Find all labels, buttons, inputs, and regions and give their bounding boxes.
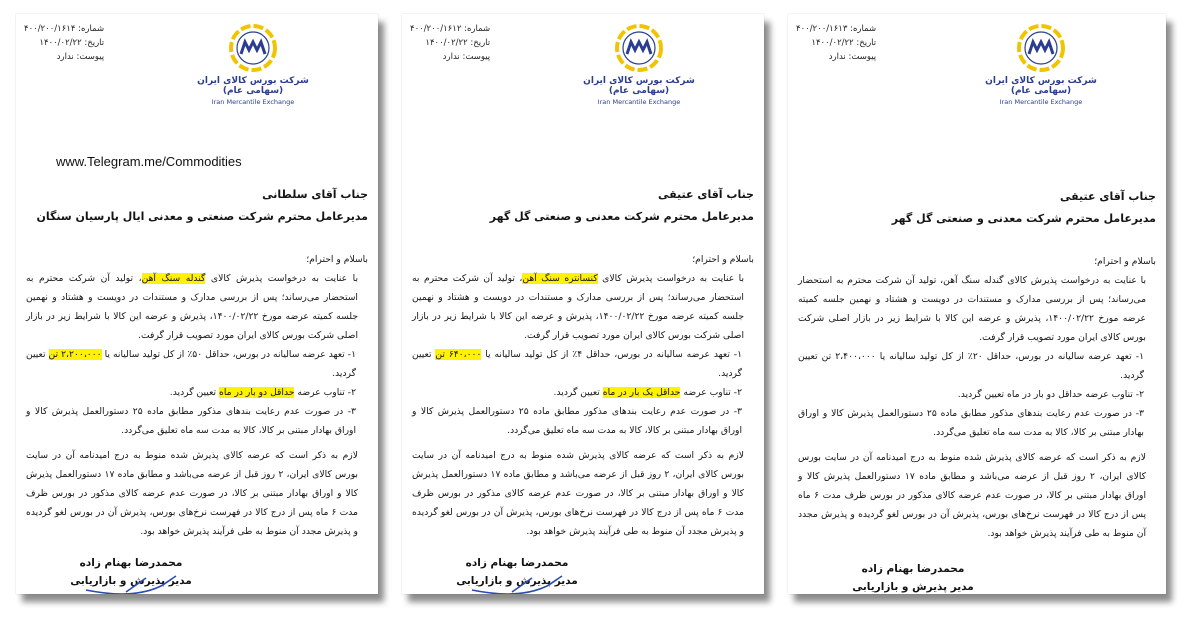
condition-1 (798, 347, 1156, 385)
condition-1-post: تعیین گردید. (798, 351, 1144, 381)
condition-1-post: تعیین گردید. (412, 349, 742, 379)
signer-title: مدیر پذیرش و بازاریابی (70, 575, 192, 587)
letter-number: شماره: ۴۰۰/۲۰۰/۱۶۱۲ (410, 24, 491, 34)
main-paragraph (798, 271, 1156, 347)
ime-logo-icon (227, 22, 279, 74)
condition-1-pre: ۱- تعهد عرضه سالیانه در بورس، حداقل ۲۰٪ از کل تولید سالیانه یا (875, 351, 1144, 362)
frequency-highlight: حداقل دو بار در ماه (219, 387, 295, 398)
org-name-en: Iran Mercantile Exchange (597, 98, 681, 106)
commodity-text: گندله سنگ آهن (943, 275, 1004, 286)
org-name-fa: شرکت بورس کالای ایران (سهامی عام) (583, 76, 695, 96)
condition-2-post: تعیین گردید. (553, 387, 603, 398)
letter-date: تاریخ: ۱۴۰۰/۰۲/۲۲ (39, 38, 105, 48)
letter-meta (796, 22, 876, 64)
para-post: ، تولید آن شرکت محترم به استحضار می‌رساند؛ پس از بررسی مدارک و مستندات در دویست و هشتاد و نهمین جلسه کمیته عرضه مورخ ۱۴۰۰/۰۲/۲۲، پذیرش و عرضه این کالا با شرایط زیر در بازار اصلی شرکت بورس کالای ایران مورد تصویب قرار گرفت. (798, 275, 1147, 343)
para-post: ، تولید آن شرکت محترم به استحضار می‌رساند؛ پس از بررسی مدارک و مستندات در دویست و هشتاد و نهمین جلسه کمیته عرضه مورخ ۱۴۰۰/۰۲/۲۲، پذیرش و عرضه این کالا با شرایط زیر در بازار اصلی شرکت بورس کالای ایران مورد تصویب قرار گرفت. (26, 273, 359, 341)
org-logo (188, 22, 318, 106)
condition-2-pre: ۲- تناوب عرضه (1082, 389, 1144, 400)
condition-2-pre: ۲- تناوب عرضه (680, 387, 742, 398)
org-name-fa: شرکت بورس کالای ایران (سهامی عام) (985, 76, 1097, 96)
ime-logo-icon (613, 22, 665, 74)
addressee: جناب آقای عتیقی (658, 188, 754, 201)
ime-logo-icon (1015, 22, 1067, 74)
greeting: باسلام و احترام؛ (1094, 256, 1156, 267)
condition-1 (412, 345, 754, 383)
letter-date: تاریخ: ۱۴۰۰/۰۲/۲۲ (425, 38, 491, 48)
signer-name: محمدرضا بهنام زاده (465, 557, 569, 569)
main-paragraph (412, 269, 754, 345)
greeting: باسلام و احترام؛ (692, 254, 754, 265)
org-name-en: Iran Mercantile Exchange (211, 98, 295, 106)
amount-highlight: ۶۴۰،۰۰۰ تن (435, 349, 482, 360)
condition-2 (412, 383, 754, 402)
condition-3: ۳- در صورت عدم رعایت بندهای مذکور مطابق ماده ۲۵ دستورالعمل پذیرش کالا و اوراق بهادار مبتنی بر کالا، کالا به مدت سه ماه تعلیق می‌گردد. (798, 408, 1144, 438)
condition-2 (798, 385, 1156, 404)
note-paragraph: لازم به ذکر است که عرضه کالای پذیرش شده منوط به درج امیدنامه آن در سایت بورس کالای ایران، ۲ روز قبل از عرضه می‌باشد و مطابق ماده ۱۷ دستورالعمل پذیرش کالا و اوراق بهادار مبتنی بر کالا، در صورت عدم عرضه کالای مذکور در بورس ظرف مدت ۶ ماه پس از درج کالا در فهرست نرخ‌های بورس، پذیرش آن در بورس لغو گردیده و پذیرش مجدد آن منوط به طی فرآیند پذیرش خواهد بود. (798, 452, 1146, 539)
para-pre: با عنایت به درخواست پذیرش کالای (597, 273, 745, 284)
letter-body (798, 186, 1156, 543)
org-logo (574, 22, 704, 106)
letter-attachment: پیوست: ندارد (56, 52, 105, 62)
signature-block (848, 560, 978, 594)
addressee: جناب آقای سلطانی (262, 188, 368, 201)
telegram-link[interactable]: www.Telegram.me/Commodities (56, 154, 242, 169)
greeting: باسلام و احترام؛ (306, 254, 368, 265)
addressee-title: مدیرعامل محترم شرکت معدنی و صنعتی گل گهر (891, 212, 1156, 225)
condition-3: ۳- در صورت عدم رعایت بندهای مذکور مطابق ماده ۲۵ دستورالعمل پذیرش کالا و اوراق بهادار مبتنی بر کالا، کالا به مدت سه ماه تعلیق می‌گردد. (412, 406, 742, 436)
condition-1-pre: ۱- تعهد عرضه سالیانه در بورس، حداقل ۴٪ از کل تولید سالیانه یا (481, 349, 742, 360)
org-logo (976, 22, 1106, 106)
letter-meta (410, 22, 490, 64)
para-pre: با عنایت به درخواست پذیرش کالای (1003, 275, 1147, 286)
letter-body (26, 184, 368, 541)
signature-icon (452, 568, 582, 594)
letter-1 (16, 14, 378, 594)
signer-title: مدیر پذیرش و بازاریابی (456, 575, 578, 587)
org-name-fa: شرکت بورس کالای ایران (سهامی عام) (197, 76, 309, 96)
amount-highlight: ۲،۲۰۰،۰۰۰ تن (48, 349, 102, 360)
para-post: ، تولید آن شرکت محترم به استحضار می‌رساند؛ پس از بررسی مدارک و مستندات در دویست و هشتاد و نهمین جلسه کمیته عرضه مورخ ۱۴۰۰/۰۲/۲۲، پذیرش و عرضه این کالا با شرایط زیر در بازار اصلی شرکت بورس کالای ایران مورد تصویب قرار گرفت. (412, 273, 745, 341)
note-paragraph: لازم به ذکر است که عرضه کالای پذیرش شده منوط به درج امیدنامه آن در سایت بورس کالای ایران، ۲ روز قبل از عرضه می‌باشد و مطابق ماده ۱۷ دستورالعمل پذیرش کالا و اوراق بهادار مبتنی بر کالا، در صورت عدم عرضه کالای مذکور در بورس ظرف مدت ۶ ماه پس از درج کالا در فهرست نرخ‌های بورس، پذیرش آن در بورس لغو گردیده و پذیرش مجدد آن منوط به طی فرآیند پذیرش خواهد بود. (26, 450, 358, 537)
signer-name: محمدرضا بهنام زاده (861, 563, 965, 575)
letter-2 (402, 14, 764, 594)
frequency-text: حداقل دو بار در ماه (1007, 389, 1083, 400)
signature-block (66, 554, 196, 590)
commodity-highlight: کنسانتره سنگ آهن (522, 273, 598, 284)
letter-meta (24, 22, 104, 64)
condition-1-pre: ۱- تعهد عرضه سالیانه در بورس، حداقل ۵۰٪ از کل تولید سالیانه یا (101, 349, 356, 360)
signature-icon (66, 568, 196, 594)
letter-body (412, 184, 754, 541)
main-paragraph (26, 269, 368, 345)
condition-2-post: تعیین گردید. (957, 389, 1007, 400)
condition-2-pre: ۲- تناوب عرضه (294, 387, 356, 398)
condition-3: ۳- در صورت عدم رعایت بندهای مذکور مطابق ماده ۲۵ دستورالعمل پذیرش کالا و اوراق بهادار مبتنی بر کالا، کالا به مدت سه ماه تعلیق می‌گردد. (26, 406, 356, 436)
addressee: جناب آقای عتیقی (1060, 190, 1156, 203)
letter-attachment: پیوست: ندارد (828, 52, 877, 62)
condition-1-post: تعیین گردید. (26, 349, 356, 379)
letter-attachment: پیوست: ندارد (442, 52, 491, 62)
signature-block (452, 554, 582, 590)
letter-date: تاریخ: ۱۴۰۰/۰۲/۲۲ (811, 38, 877, 48)
signer-title: مدیر پذیرش و بازاریابی (852, 581, 974, 593)
condition-2-post: تعیین گردید. (169, 387, 219, 398)
condition-1 (26, 345, 368, 383)
letter-3 (788, 14, 1166, 594)
amount-text: ۲،۴۰۰،۰۰۰ تن (821, 351, 876, 362)
condition-2 (26, 383, 368, 402)
para-pre: با عنایت به درخواست پذیرش کالای (205, 273, 359, 284)
frequency-highlight: حداقل یک بار در ماه (602, 387, 681, 398)
commodity-highlight: گندله سنگ آهن (141, 273, 206, 284)
addressee-title: مدیرعامل محترم شرکت معدنی و صنعتی گل گهر (489, 210, 754, 223)
letter-number: شماره: ۴۰۰/۲۰۰/۱۶۱۴ (24, 24, 105, 34)
note-paragraph: لازم به ذکر است که عرضه کالای پذیرش شده منوط به درج امیدنامه آن در سایت بورس کالای ایران، ۲ روز قبل از عرضه می‌باشد و مطابق ماده ۱۷ دستورالعمل پذیرش کالا و اوراق بهادار مبتنی بر کالا، در صورت عدم عرضه کالای مذکور در بورس ظرف مدت ۶ ماه پس از درج کالا در فهرست نرخ‌های بورس، پذیرش آن در بورس لغو گردیده و پذیرش مجدد آن منوط به طی فرآیند پذیرش خواهد بود. (412, 450, 744, 537)
signer-name: محمدرضا بهنام زاده (79, 557, 183, 569)
letter-number: شماره: ۴۰۰/۲۰۰/۱۶۱۳ (796, 24, 877, 34)
addressee-title: مدیرعامل محترم شرکت صنعتی و معدنی ایال پارسیان سنگان (36, 210, 368, 223)
org-name-en: Iran Mercantile Exchange (999, 98, 1083, 106)
